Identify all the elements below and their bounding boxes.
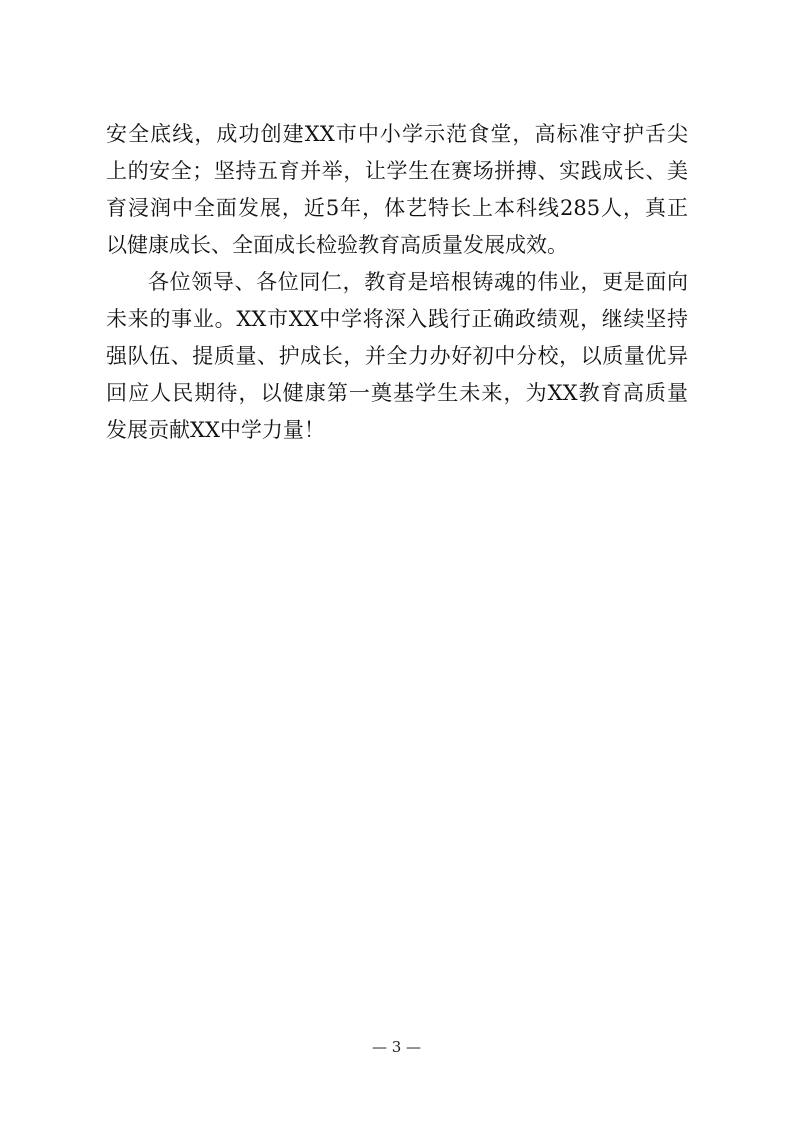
paragraph-1 — [106, 116, 688, 264]
text-line: 以健康成长、全面成长检验教育高质量发展成效。 — [106, 233, 568, 257]
text-line: 回应人民期待，以健康第一奠基学生未来，为XX教育高质量 — [106, 381, 688, 405]
text-line: 强队伍、提质量、护成长，并全力办好初中分校，以质量优异 — [106, 344, 688, 368]
text-line: 各位领导、各位同仁，教育是培根铸魂的伟业，更是面向 — [148, 270, 688, 294]
body-text — [106, 116, 688, 449]
page-number: — 3 — — [371, 1038, 422, 1056]
text-line: 发展贡献XX中学力量！ — [106, 418, 325, 442]
text-line: 上的安全；坚持五育并举，让学生在赛场拼搏、实践成长、美 — [106, 159, 688, 183]
text-line: 育浸润中全面发展，近5年，体艺特长上本科线285人，真正 — [106, 196, 688, 220]
paragraph-2 — [106, 264, 688, 449]
text-line: 未来的事业。XX市XX中学将深入践行正确政绩观，继续坚持 — [106, 307, 688, 331]
text-line: 安全底线，成功创建XX市中小学示范食堂，高标准守护舌尖 — [106, 122, 688, 146]
